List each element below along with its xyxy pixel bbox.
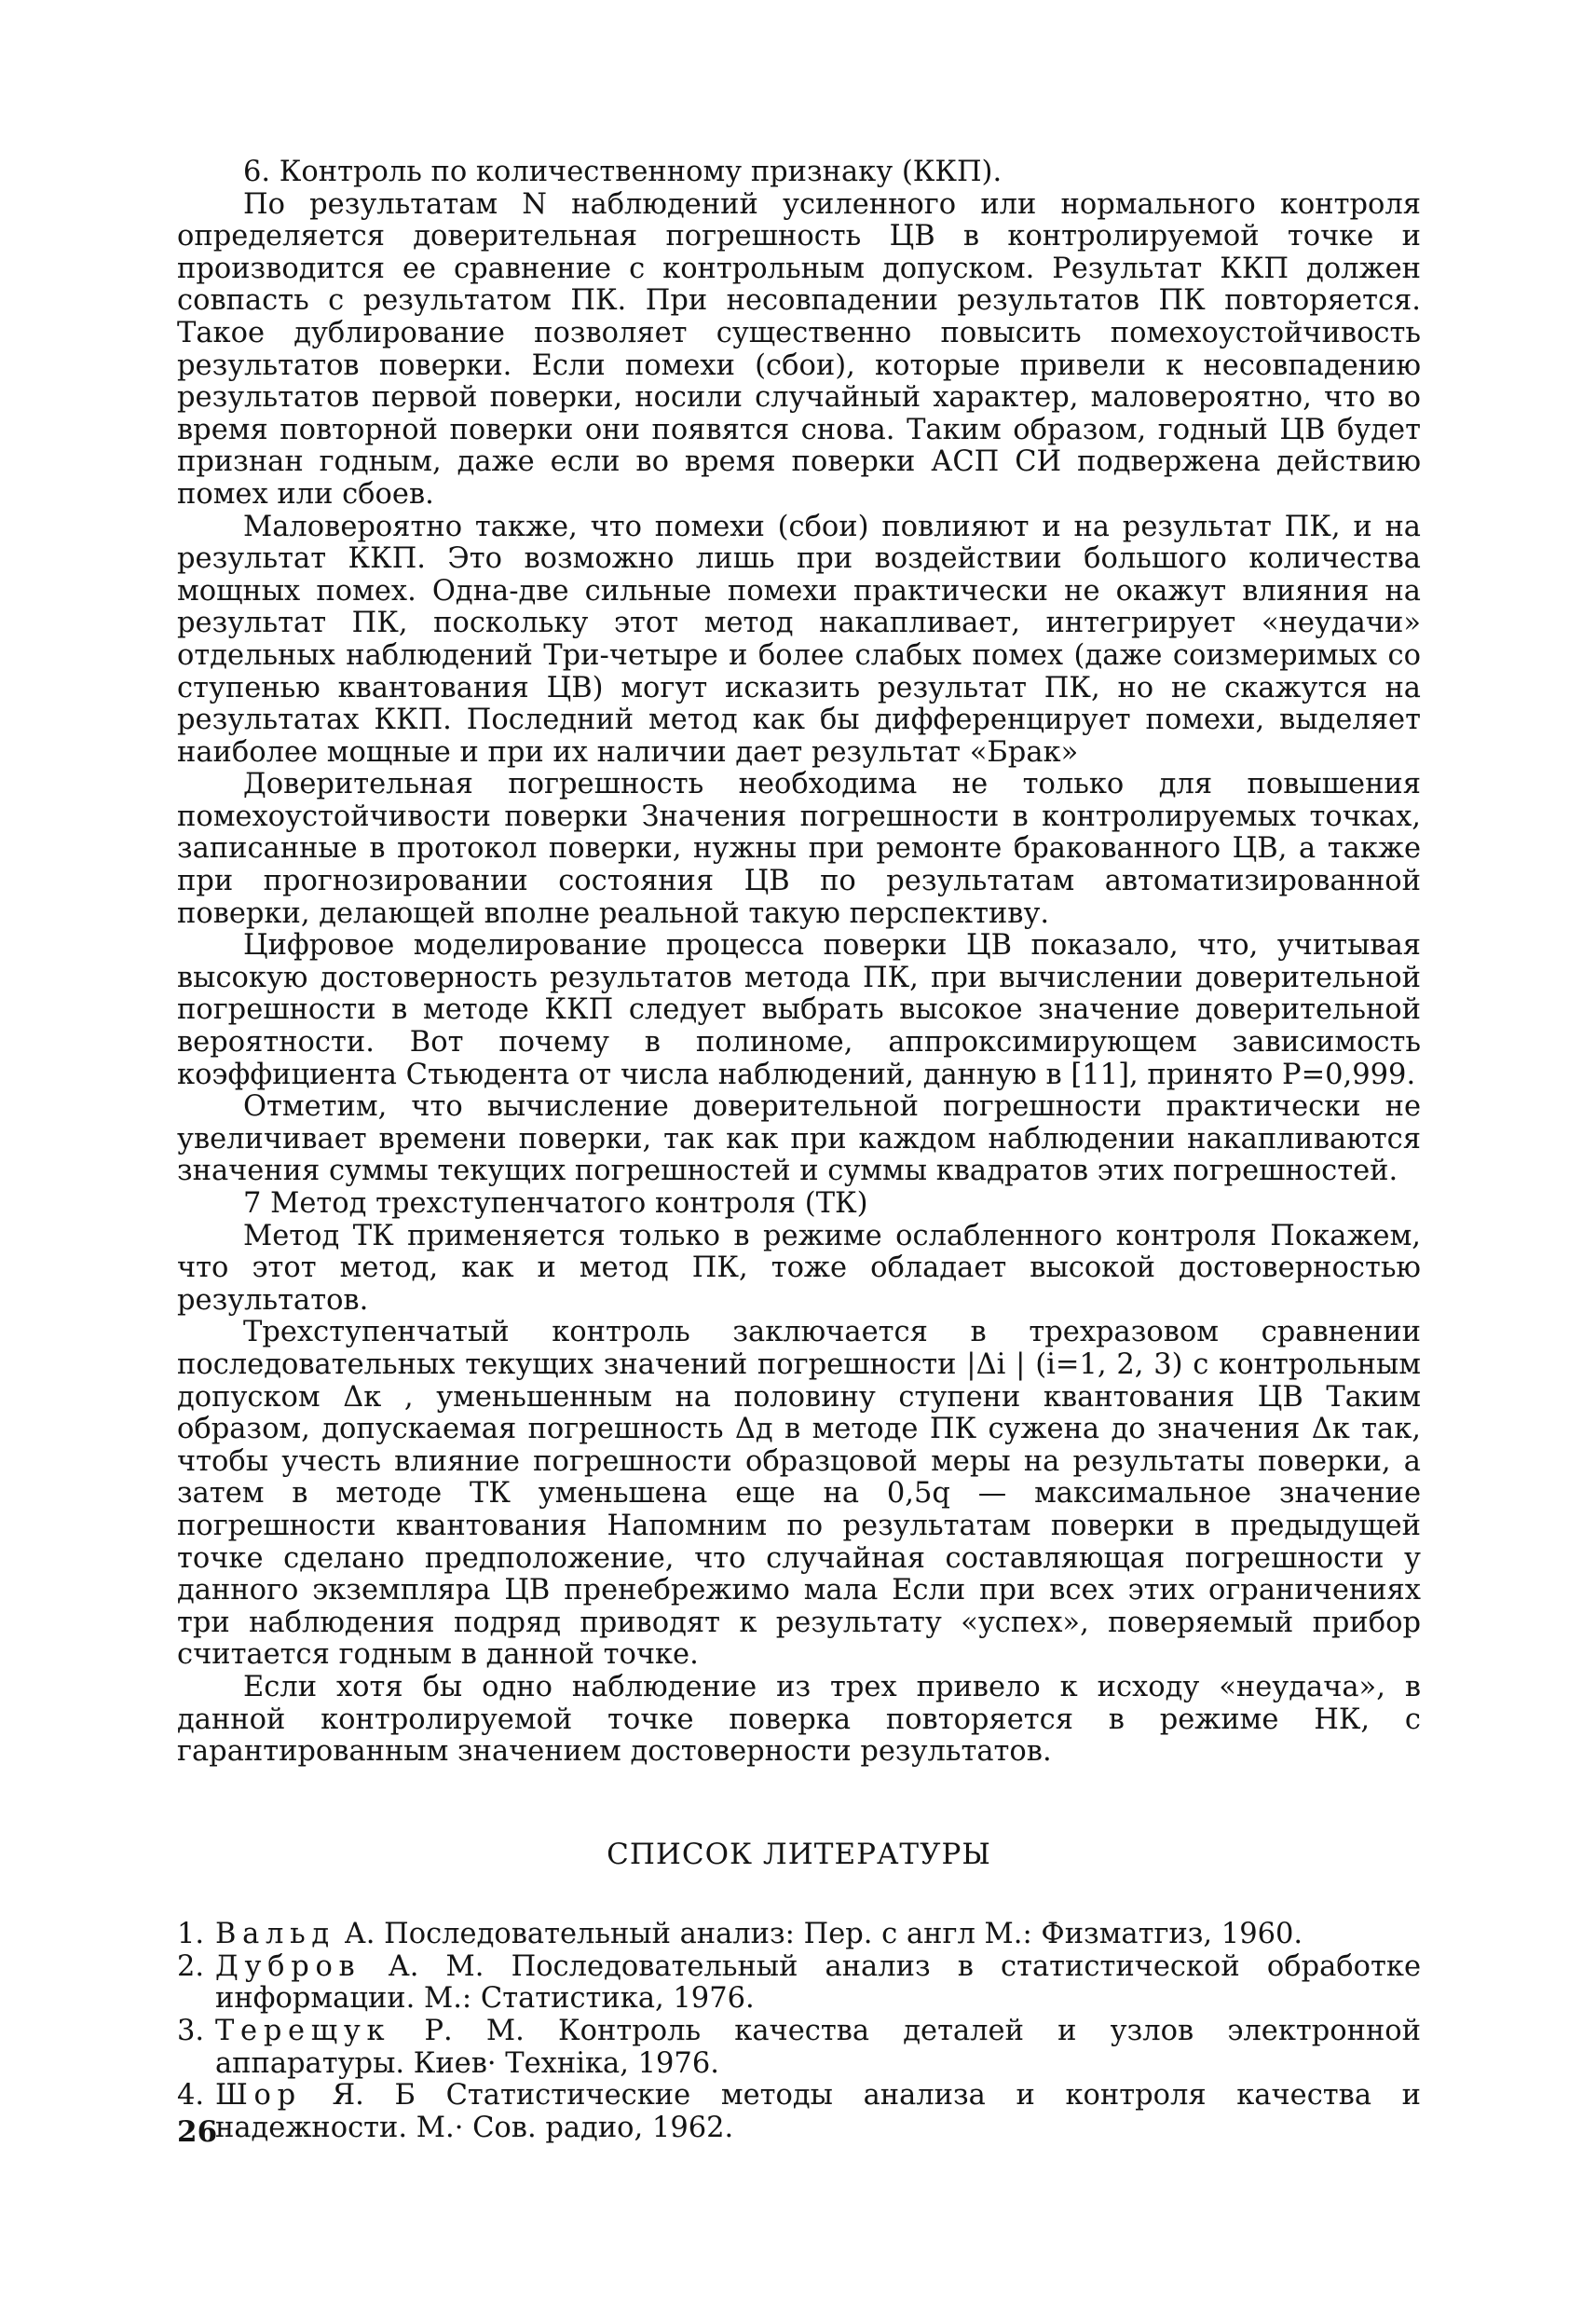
reference-author: Вальд: [215, 1918, 335, 1951]
reference-item: [177, 1919, 1421, 1951]
section-heading-7: 7 Метод трехступенчатого контроля (ТК): [243, 1187, 868, 1220]
paragraph: Доверительная погрешность необходима не только для повышения помехоустойчивости поверки Значения погрешности в контролируемых точках, записанные в протокол поверки, нужны при ремонте бракованного ЦВ, а также при прогнозировании состояния ЦВ по результатам автоматизированной поверки, делающей вполне реальной такую перспективу.: [177, 768, 1421, 930]
reference-author: Шор: [215, 2079, 302, 2113]
reference-number: 3.: [177, 2015, 205, 2048]
paragraph: Трехступенчатый контроль заключается в трехразовом сравнении последовательных текущих значений погрешности |Δi | (i=1, 2, 3) с контрольным допуском Δк , уменьшенным на половину ступени квантования ЦВ Таким образом, допускаемая погрешность Δд в методе ПК сужена до значения Δк так, чтобы учесть влияние погрешности образцовой меры на результаты поверки, а затем в методе ТК уменьшена еще на 0,5q — максимальное значение погрешности квантования Напомним по результатам поверки в предыдущей точке сделано предположение, что случайная составляющая погрешности у данного экземпляра ЦВ пренебрежимо мала Если при всех этих ограничениях три наблюдения подряд приводят к результату «успех», поверяемый прибор считается годным в данной точке.: [177, 1316, 1421, 1672]
reference-item: [177, 2080, 1421, 2144]
paragraph: Маловероятно также, что помехи (сбои) повлияют и на результат ПК, и на результат ККП. Это возможно лишь при воздействии большого количества мощных помех. Одна-две сильные помехи практически не окажут влияния на результат ПК, поскольку этот метод накапливает, интегрирует «неудачи» отдельных наблюдений Три-четыре и более слабых помех (даже соизмеримых со ступенью квантования ЦВ) могут исказить результат ПК, но не скажутся на результатах ККП. Последний метод как бы дифференцирует помехи, выделяет наиболее мощные и при их наличии дает результат «Брак»: [177, 510, 1421, 769]
reference-text: А. Последовательный анализ: Пер. с англ М.: Физматгиз, 1960.: [344, 1918, 1303, 1951]
paragraph: Если хотя бы одно наблюдение из трех привело к исходу «неудача», в данной контролируемой точке поверка повторяется в режиме НК, с гарантированным значением достоверности результатов.: [177, 1670, 1421, 1769]
paragraph: Цифровое моделирование процесса поверки ЦВ показало, что, учитывая высокую достоверность результатов метода ПК, при вычислении доверительной погрешности в методе ККП следует выбрать высокое значение доверительной вероятности. Вот почему в полиноме, аппроксимирующем зависимость коэффициента Стьюдента от числа наблюдений, данную в [11], принято P=0,999.: [177, 929, 1421, 1091]
section-heading-6: 6. Контроль по количественному признаку (ККП).: [243, 156, 1003, 188]
reference-item: [177, 1951, 1421, 2016]
reference-text: А. М. Последовательный анализ в статистической обработке информации. М.: Статистика, 1976.: [215, 1949, 1421, 2016]
page-number: 26: [177, 2115, 218, 2149]
reference-text: Я. Б Статистические методы анализа и контроля качества и надежности. М.· Сов. радио, 1962.: [215, 2079, 1421, 2144]
paragraph: Отметим, что вычисление доверительной погрешности практически не увеличивает времени поверки, так как при каждом наблюдении накапливаются значения суммы текущих погрешностей и суммы квадратов этих погрешностей.: [177, 1090, 1421, 1188]
reference-author: Терещук: [215, 2015, 391, 2048]
reference-author: Дубров: [215, 1949, 361, 1983]
reference-number: 2.: [177, 1949, 205, 1983]
references-list: [177, 1919, 1421, 2144]
reference-item: [177, 2016, 1421, 2080]
paragraph: Метод ТК применяется только в режиме ослабленного контроля Покажем, что этот метод, как и метод ПК, тоже обладает высокой достоверностью результатов.: [177, 1219, 1421, 1317]
reference-number: 4.: [177, 2079, 205, 2113]
page-body: [177, 157, 1421, 2144]
references-heading: СПИСОК ЛИТЕРАТУРЫ: [607, 1837, 991, 1871]
reference-text: Р. М. Контроль качества деталей и узлов электронной аппаратуры. Киев· Технiка, 1976.: [215, 2015, 1421, 2080]
paragraph: По результатам N наблюдений усиленного или нормального контроля определяется доверительная погрешность ЦВ в контролируемой точке и производится ее сравнение с контрольным допуском. Результат ККП должен совпасть с результатом ПК. При несовпадении результатов ПК повторяется. Такое дублирование позволяет существенно повысить помехоустойчивость результатов поверки. Если помехи (сбои), которые привели к несовпадению результатов первой поверки, носили случайный характер, маловероятно, что во время повторной поверки они появятся снова. Таким образом, годный ЦВ будет признан годным, даже если во время поверки АСП СИ подвержена действию помех или сбоев.: [177, 187, 1421, 511]
reference-number: 1.: [177, 1918, 205, 1951]
